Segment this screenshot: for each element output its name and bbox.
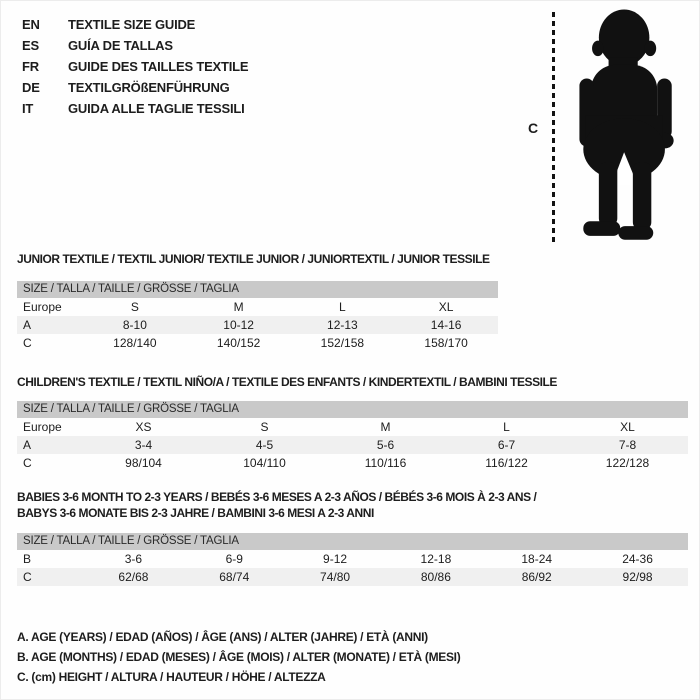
babies-heading-line-2: BABYS 3-6 MONATE BIS 2-3 JAHRE / BAMBINI 3-6 MESI A 2-3 ANNI [17, 506, 374, 520]
list-item [22, 77, 248, 98]
table-cell: 86/92 [521, 570, 552, 584]
table-cell: 8-10 [122, 318, 147, 332]
table-cell: 12-13 [327, 318, 358, 332]
row-label: C [23, 336, 32, 350]
size-table-header: SIZE / TALLA / TAILLE / GRÖSSE / TAGLIA [17, 533, 688, 550]
language-title: TEXTILGRÖßENFÜHRUNG [68, 80, 230, 95]
table-row [17, 298, 498, 316]
table-cell: XL [438, 300, 454, 314]
row-label: A [23, 318, 32, 332]
table-cell: 158/170 [424, 336, 468, 350]
table-cell: 3-6 [124, 552, 143, 566]
table-cell: 9-12 [323, 552, 348, 566]
table-row [17, 316, 498, 334]
list-item [22, 35, 248, 56]
table-cell: M [233, 300, 244, 314]
table-cell: 6-9 [225, 552, 243, 566]
table-cell: S [260, 420, 269, 434]
babies-heading-line-1: BABIES 3-6 MONTH TO 2-3 YEARS / BEBÉS 3-6 MESES A 2-3 AÑOS / BÉBÉS 3-6 MOIS À 2-3 ANS / [17, 490, 537, 504]
table-row [17, 334, 498, 352]
row-label: Europe [23, 300, 62, 314]
table-cell: S [130, 300, 139, 314]
language-code: DE [22, 80, 40, 95]
table-row [17, 436, 688, 454]
table-cell: 116/122 [485, 456, 528, 470]
height-dashed-line [552, 12, 555, 246]
footnote-a: A. AGE (YEARS) / EDAD (AÑOS) / ÂGE (ANS) / ALTER (JAHRE) / ETÀ (ANNI) [17, 630, 428, 644]
table-row [17, 418, 688, 436]
table-row [17, 550, 688, 568]
table-cell: 14-16 [430, 318, 462, 332]
table-cell: 5-6 [376, 438, 395, 452]
height-measure-label: C [528, 120, 539, 136]
language-list [22, 14, 248, 119]
table-cell: 74/80 [320, 570, 351, 584]
list-item [22, 56, 248, 77]
language-title: GUIDA ALLE TAGLIE TESSILI [68, 101, 245, 116]
language-title: GUIDE DES TAILLES TEXTILE [68, 59, 249, 74]
children-size-table [17, 401, 688, 472]
table-cell: 140/152 [216, 336, 261, 350]
table-cell: 110/116 [364, 456, 407, 470]
table-cell: 10-12 [223, 318, 254, 332]
language-code: IT [22, 101, 34, 116]
table-cell: L [339, 300, 346, 314]
list-item [22, 14, 248, 35]
language-title: GUÍA DE TALLAS [68, 38, 173, 53]
table-cell: 62/68 [118, 570, 149, 584]
table-cell: 128/140 [113, 336, 157, 350]
footnotes [17, 627, 460, 687]
table-cell: 18-24 [521, 552, 553, 566]
table-cell: 92/98 [622, 570, 653, 584]
language-code: ES [22, 38, 39, 53]
table-cell: XL [620, 420, 635, 434]
table-row [17, 568, 688, 586]
size-table-header: SIZE / TALLA / TAILLE / GRÖSSE / TAGLIA [17, 401, 688, 418]
footnote-b: B. AGE (MONTHS) / EDAD (MESES) / ÂGE (MOIS) / ALTER (MONATE) / ETÀ (MESI) [17, 650, 461, 664]
row-label: A [23, 438, 32, 452]
table-cell: L [503, 420, 510, 434]
table-cell: 152/158 [320, 336, 365, 350]
table-cell: 3-4 [134, 438, 153, 452]
table-cell: 6-7 [497, 438, 516, 452]
footnote-c: C. (cm) HEIGHT / ALTURA / HAUTEUR / HÖHE / ALTEZZA [17, 670, 326, 684]
children-section-heading: CHILDREN'S TEXTILE / TEXTIL NIÑO/A / TEXTILE DES ENFANTS / KINDERTEXTIL / BAMBINI TESSILE [17, 375, 557, 389]
row-label: C [23, 456, 32, 470]
language-code: FR [22, 59, 39, 74]
row-label: B [23, 552, 32, 566]
row-label: Europe [23, 420, 62, 434]
table-cell: 80/86 [420, 570, 451, 584]
table-cell: XS [135, 420, 152, 434]
junior-section-heading: JUNIOR TEXTILE / TEXTIL JUNIOR/ TEXTILE JUNIOR / JUNIORTEXTIL / JUNIOR TESSILE [17, 252, 490, 266]
table-cell: 104/110 [243, 456, 286, 470]
list-item [22, 98, 248, 119]
table-row [17, 454, 688, 472]
table-cell: 12-18 [420, 552, 452, 566]
size-table-header: SIZE / TALLA / TAILLE / GRÖSSE / TAGLIA [17, 281, 498, 298]
table-cell: 98/104 [125, 456, 162, 470]
table-cell: 24-36 [622, 552, 653, 566]
babies-size-table [17, 533, 688, 586]
table-cell: 68/74 [219, 570, 250, 584]
junior-size-table [17, 281, 498, 352]
table-cell: 4-5 [255, 438, 274, 452]
row-label: C [23, 570, 32, 584]
language-title: TEXTILE SIZE GUIDE [68, 17, 196, 32]
babies-section-heading [17, 489, 597, 521]
toddler-silhouette-icon [560, 6, 696, 250]
table-cell: 122/128 [605, 456, 650, 470]
table-cell: M [380, 420, 391, 434]
table-cell: 7-8 [618, 438, 637, 452]
language-code: EN [22, 17, 40, 32]
